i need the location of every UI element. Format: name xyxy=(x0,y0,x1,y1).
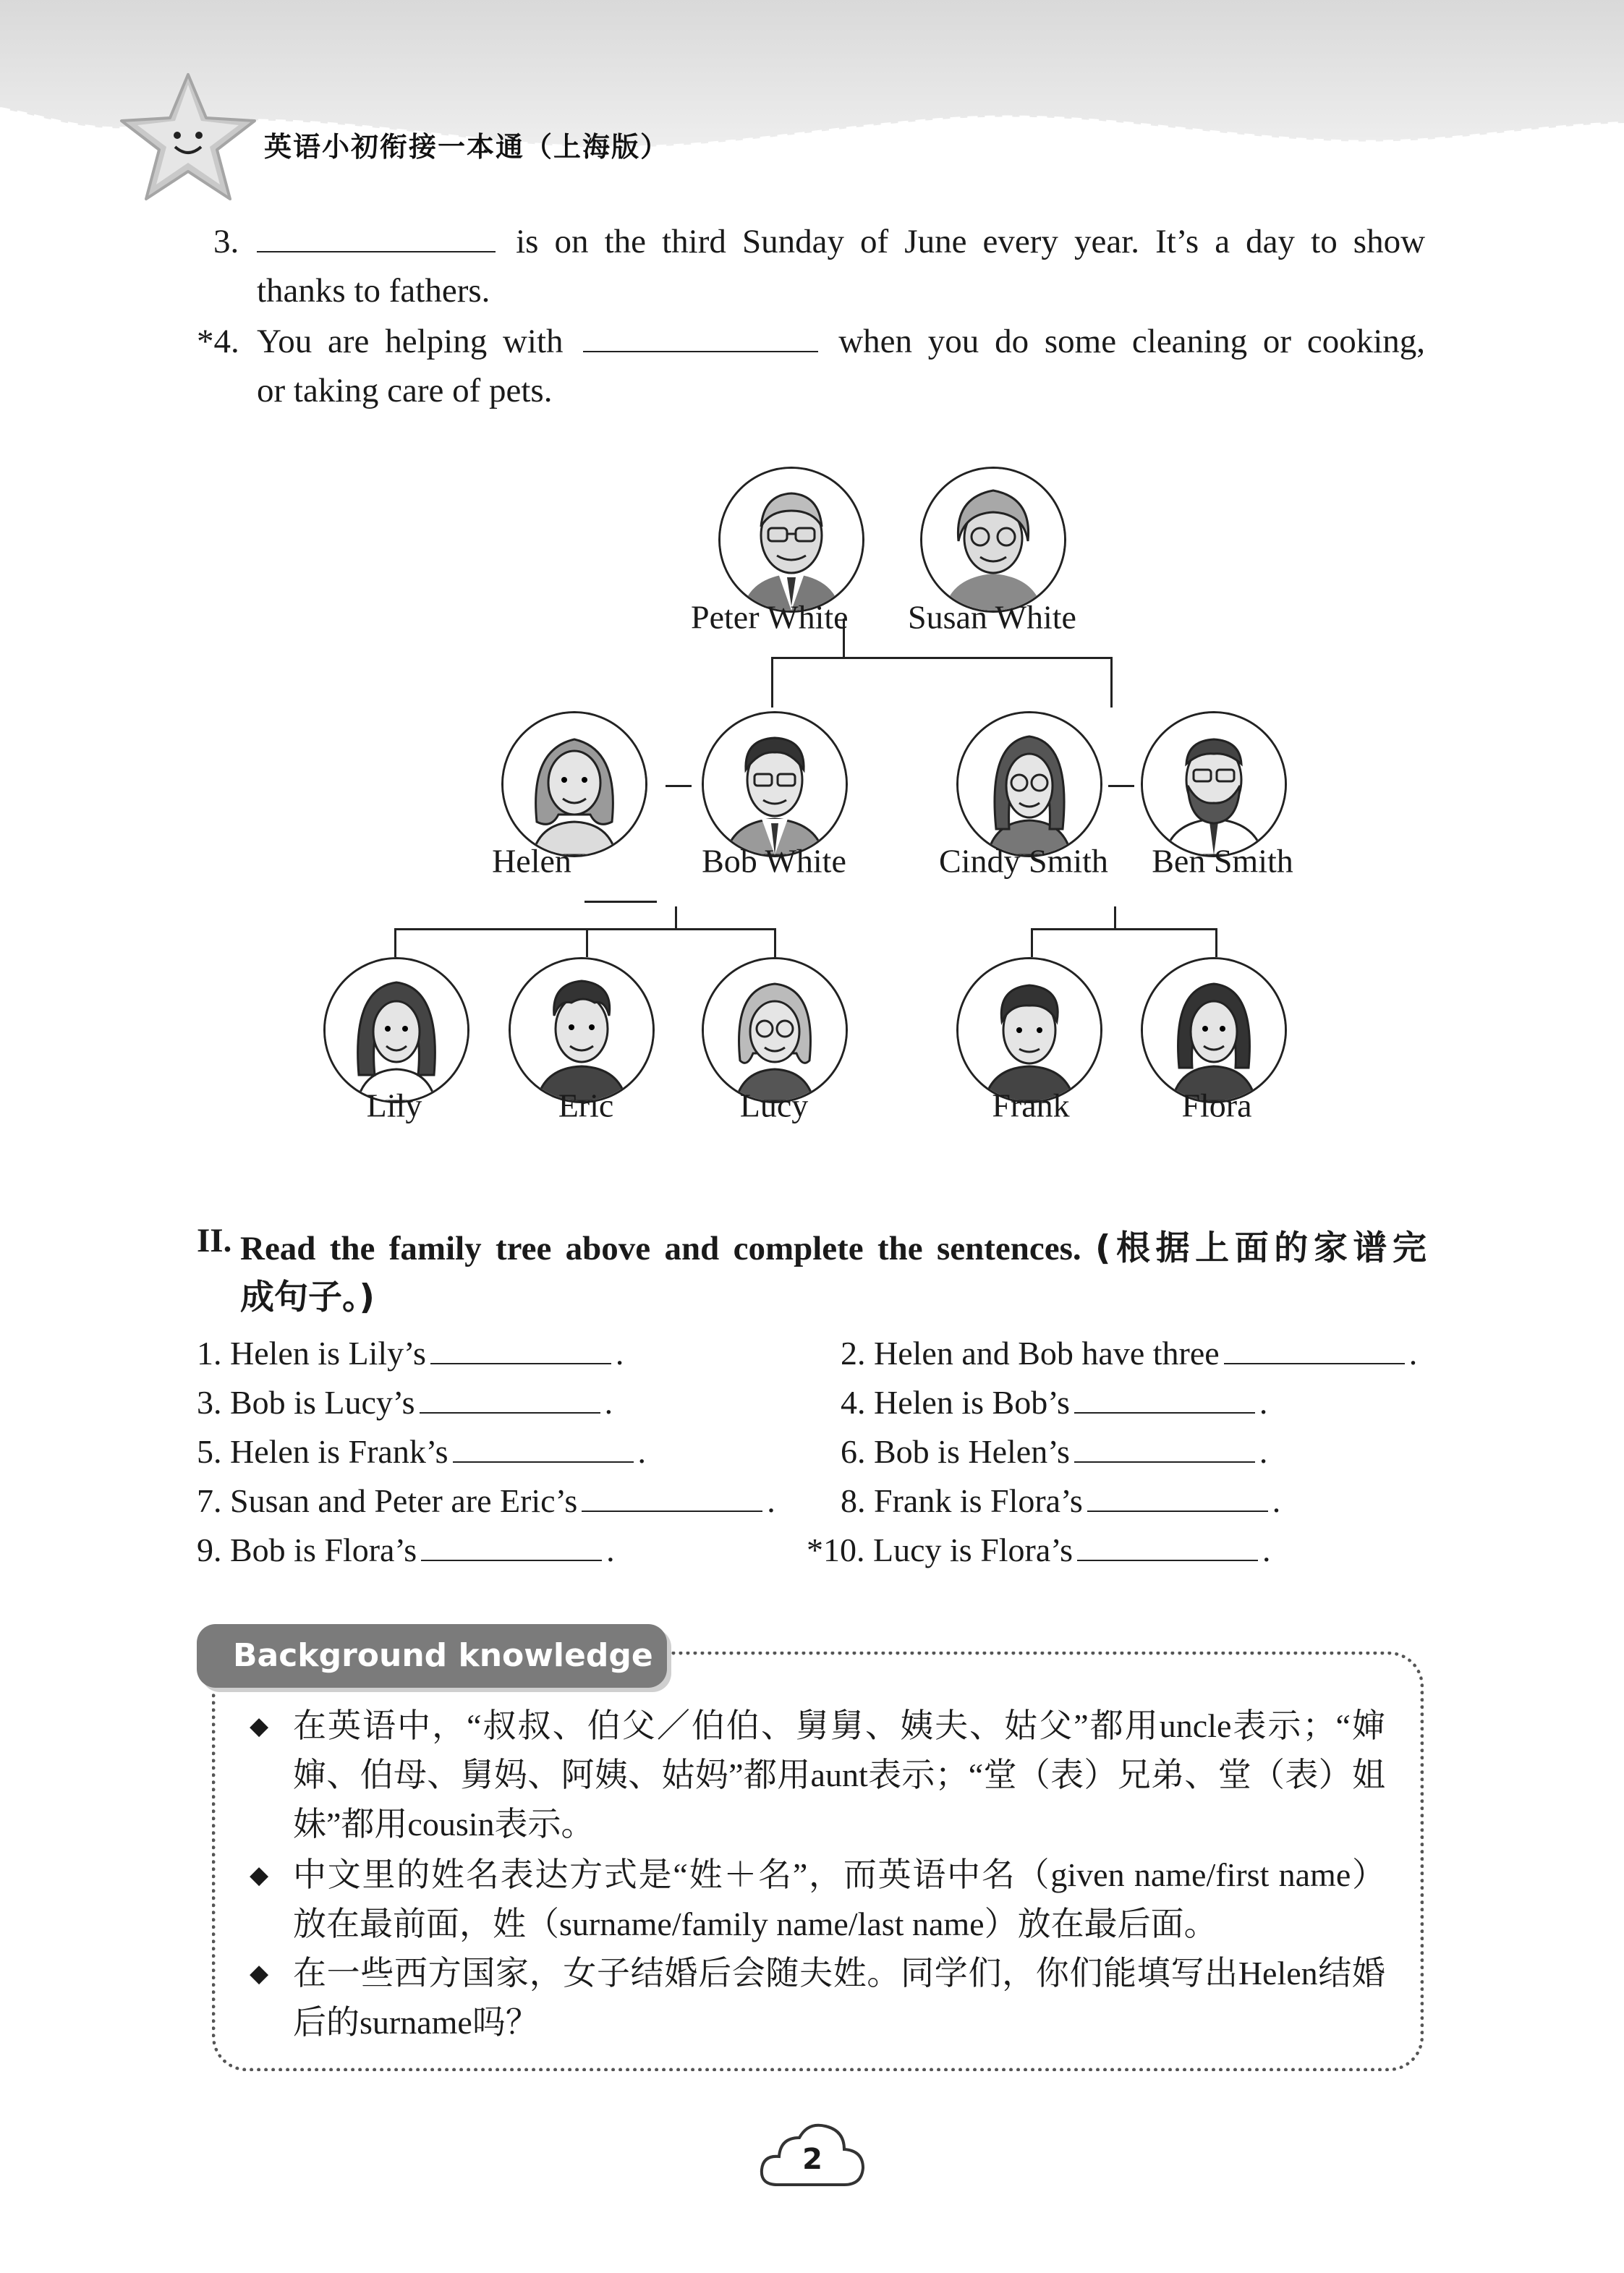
item-number: 6. xyxy=(841,1433,866,1470)
q4-line1 xyxy=(257,317,1425,366)
item-end: . xyxy=(606,1531,615,1568)
q3-line1 xyxy=(257,217,1425,266)
item-number: 9. xyxy=(197,1531,222,1568)
item-text: Bob is Flora’s xyxy=(230,1531,417,1568)
item-number: 8. xyxy=(841,1482,866,1519)
name-ben-smith: Ben Smith xyxy=(1152,842,1293,880)
answer-blank[interactable] xyxy=(421,1528,602,1561)
portrait-lucy xyxy=(702,957,848,1103)
tree-line xyxy=(1031,928,1215,930)
tree-line xyxy=(586,928,588,957)
tree-line xyxy=(1215,928,1217,957)
portrait-flora xyxy=(1141,957,1287,1103)
tree-line xyxy=(774,928,776,957)
exercise-item xyxy=(841,1380,1267,1422)
portrait-lily xyxy=(323,957,469,1103)
exercise-item xyxy=(197,1380,613,1422)
q4-line2: or taking care of pets. xyxy=(257,372,553,409)
tree-line xyxy=(394,928,774,930)
item-text: Lucy is Flora’s xyxy=(873,1531,1073,1568)
diamond-bullet-icon: ◆ xyxy=(250,1959,269,1988)
q3-number: 3. xyxy=(213,223,239,260)
tree-line xyxy=(771,657,1111,659)
book-title: 英语小初衔接一本通（上海版） xyxy=(264,131,670,163)
answer-blank[interactable] xyxy=(420,1380,600,1414)
name-cindy-smith: Cindy Smith xyxy=(939,842,1108,880)
tree-line xyxy=(1108,785,1134,787)
name-bob-white: Bob White xyxy=(702,842,846,880)
section-heading-cn: (根据上面的家谱完 xyxy=(1094,1228,1427,1268)
item-text: Bob is Lucy’s xyxy=(230,1384,415,1421)
name-lily: Lily xyxy=(366,1087,422,1124)
exercise-item xyxy=(841,1331,1417,1372)
portrait-helen xyxy=(501,711,647,857)
tree-line xyxy=(1031,928,1033,957)
item-end: . xyxy=(604,1384,613,1421)
name-lucy: Lucy xyxy=(739,1087,809,1124)
q3-text-a: is on the third Sunday of June every year. It’s a day to show xyxy=(516,223,1426,260)
page-number: 2 xyxy=(802,2143,822,2176)
item-text: Helen is Frank’s xyxy=(230,1433,448,1470)
bullet-item xyxy=(250,1949,1393,2050)
tree-line xyxy=(771,657,773,708)
tree-line xyxy=(675,906,677,928)
exercise-item xyxy=(197,1429,646,1471)
portrait-frank xyxy=(956,957,1102,1103)
item-text: Helen is Lily’s xyxy=(230,1335,426,1372)
name-susan-white: Susan White xyxy=(908,598,1076,636)
name-flora: Flora xyxy=(1181,1087,1252,1124)
item-number: 7. xyxy=(197,1482,222,1519)
item-end: . xyxy=(1262,1531,1271,1568)
name-eric: Eric xyxy=(558,1087,614,1124)
item-number: 1. xyxy=(197,1335,222,1372)
bullet-item xyxy=(250,1701,1393,1853)
item-end: . xyxy=(615,1335,624,1372)
bullet-text: 在一些西方国家，女子结婚后会随夫姓。同学们，你们能填写出Helen结婚后的surname吗？ xyxy=(293,1955,1385,2041)
portrait-susan-white xyxy=(920,467,1066,613)
section-heading xyxy=(240,1221,1427,1270)
item-text: Bob is Helen’s xyxy=(874,1433,1070,1470)
item-number: 5. xyxy=(197,1433,222,1470)
bullet-text: 中文里的姓名表达方式是“姓＋名”，而英语中名（given name/first name）放在最前面，姓（surname/family name/last name）放在最后面。 xyxy=(293,1856,1385,1942)
name-helen: Helen xyxy=(492,842,571,880)
star-mascot-icon xyxy=(116,69,260,206)
answer-blank[interactable] xyxy=(1074,1380,1255,1414)
portrait-ben-smith xyxy=(1141,711,1287,857)
q3-line2: thanks to fathers. xyxy=(257,272,490,310)
answer-blank[interactable] xyxy=(1087,1479,1268,1512)
exercise-item xyxy=(197,1479,775,1520)
item-number: 4. xyxy=(841,1384,866,1421)
answer-blank[interactable] xyxy=(582,1479,762,1512)
item-number: 2. xyxy=(841,1335,866,1372)
item-text: Helen is Bob’s xyxy=(874,1384,1070,1421)
diamond-bullet-icon: ◆ xyxy=(250,1712,269,1741)
portrait-bob-white xyxy=(702,711,848,857)
helen-surname-blank[interactable] xyxy=(584,901,657,903)
q3-blank[interactable] xyxy=(257,222,496,252)
name-peter-white: Peter White xyxy=(691,598,849,636)
item-text: Susan and Peter are Eric’s xyxy=(230,1482,578,1519)
item-text: Frank is Flora’s xyxy=(874,1482,1083,1519)
portrait-eric xyxy=(509,957,655,1103)
bullet-item xyxy=(250,1851,1393,1952)
q4-text-b: when you do some cleaning or cooking, xyxy=(838,323,1426,360)
answer-blank[interactable] xyxy=(453,1429,634,1463)
q4-text-a: You are helping with xyxy=(257,323,564,360)
background-knowledge-title: Background knowledge xyxy=(197,1624,667,1688)
answer-blank[interactable] xyxy=(1224,1331,1405,1364)
item-end: . xyxy=(1259,1433,1268,1470)
tree-line xyxy=(666,785,692,787)
exercise-item xyxy=(197,1331,624,1372)
item-number: *10. xyxy=(807,1531,865,1568)
tree-line xyxy=(1114,906,1116,928)
item-end: . xyxy=(1259,1384,1268,1421)
exercise-item xyxy=(197,1528,615,1569)
item-end: . xyxy=(637,1433,647,1470)
exercise-item xyxy=(807,1528,1270,1569)
item-end: . xyxy=(767,1482,775,1519)
tree-line xyxy=(394,928,396,957)
item-text: Helen and Bob have three xyxy=(874,1335,1220,1372)
item-number: 3. xyxy=(197,1384,222,1421)
item-end: . xyxy=(1408,1335,1418,1372)
portrait-peter-white xyxy=(718,467,864,613)
section-heading-cn-2: 成句子。) xyxy=(240,1278,375,1317)
section-heading-en: Read the family tree above and complete the sentences. xyxy=(240,1230,1081,1267)
exercise-item xyxy=(841,1429,1267,1471)
section-number: II. xyxy=(197,1222,232,1259)
item-end: . xyxy=(1272,1482,1281,1519)
q4-blank[interactable] xyxy=(583,322,818,352)
answer-blank[interactable] xyxy=(1077,1528,1258,1561)
answer-blank[interactable] xyxy=(1074,1429,1255,1463)
bullet-text: 在英语中，“叔叔、伯父／伯伯、舅舅、姨夫、姑父”都用uncle表示；“婶婶、伯母、舅妈、阿姨、姑妈”都用aunt表示；“堂（表）兄弟、堂（表）姐妹”都用cousin表示。 xyxy=(293,1707,1385,1843)
tree-line xyxy=(1110,657,1113,708)
answer-blank[interactable] xyxy=(430,1331,611,1364)
q4-number: *4. xyxy=(197,323,239,360)
exercise-item xyxy=(841,1479,1280,1520)
portrait-cindy-smith xyxy=(956,711,1102,857)
name-frank: Frank xyxy=(992,1087,1070,1124)
diamond-bullet-icon: ◆ xyxy=(250,1861,269,1890)
